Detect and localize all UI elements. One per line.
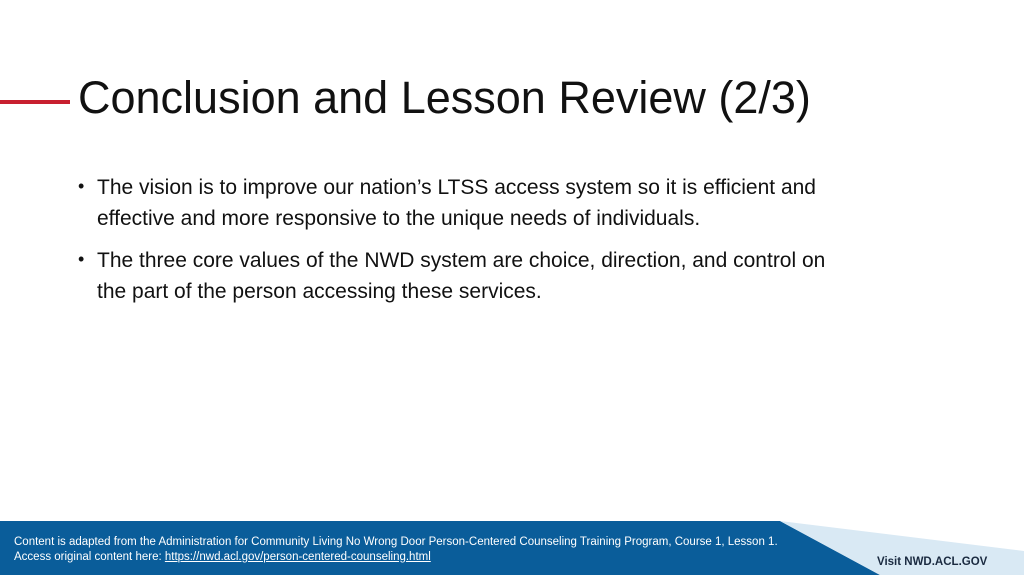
footer-access-line (14, 550, 778, 565)
visit-site-label: Visit NWD.ACL.GOV (877, 556, 988, 568)
footer-access-link[interactable]: https://nwd.acl.gov/person-centered-counseling.html (164, 551, 431, 563)
bullet-item-vision (76, 172, 936, 234)
bullet-line: The three core values of the NWD system are choice, direction, and control on (97, 249, 826, 272)
bullet-dot: • (78, 249, 85, 269)
footer-attribution (14, 535, 778, 565)
slide-title: Conclusion and Lesson Review (2/3) (78, 72, 811, 123)
footer-content-note: Content is adapted from the Administration for Community Living No Wrong Door Person-Centered Counseling Training Program, Course 1, Lesson 1. (14, 536, 778, 548)
bullet-line: The vision is to improve our nation’s LTSS access system so it is efficient and (97, 176, 816, 199)
bullet-line: effective and more responsive to the unique needs of individuals. (97, 207, 701, 230)
bullet-list (76, 172, 936, 318)
bullet-dot: • (78, 176, 85, 196)
title-accent-bar (0, 100, 70, 104)
footer-access-prefix: Access original content here: (14, 551, 165, 563)
bullet-line: the part of the person accessing these services. (97, 280, 542, 303)
bullet-item-core-values (76, 245, 936, 307)
